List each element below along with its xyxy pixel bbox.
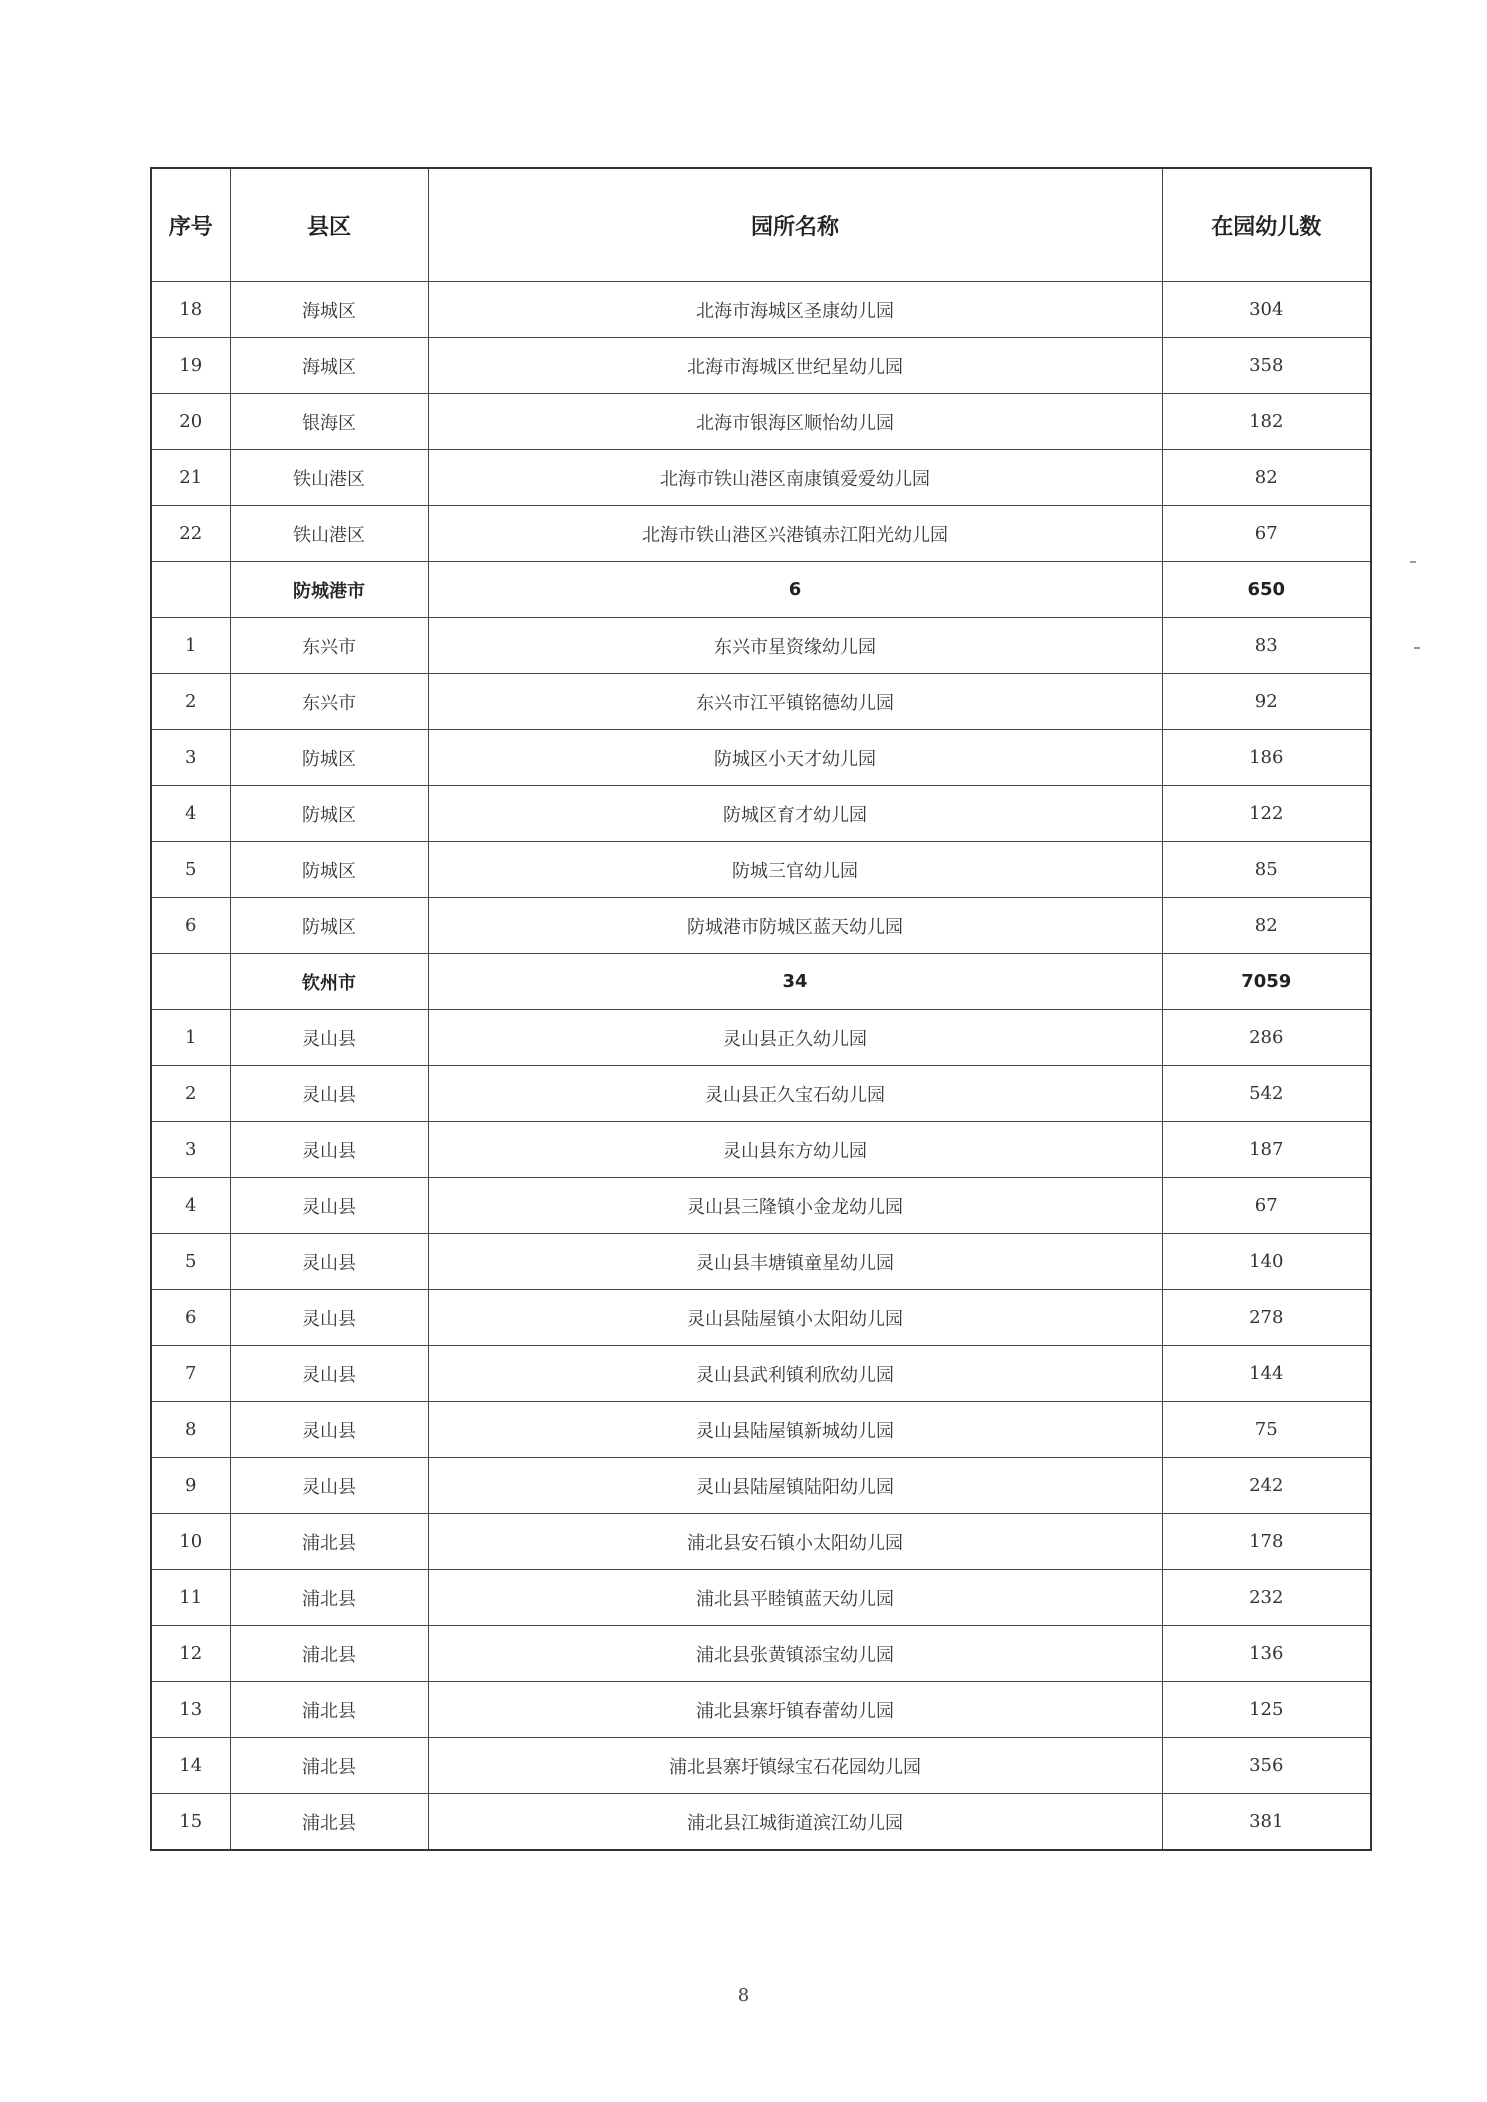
cell-count: 187 <box>1162 1122 1371 1178</box>
cell-index: 6 <box>151 898 230 954</box>
cell-name: 浦北县江城街道滨江幼儿园 <box>428 1794 1162 1851</box>
cell-index: 7 <box>151 1346 230 1402</box>
cell-count: 186 <box>1162 730 1371 786</box>
cell-count: 83 <box>1162 618 1371 674</box>
cell-district: 防城区 <box>230 730 428 786</box>
table-row <box>151 1178 1371 1234</box>
table-row <box>151 1738 1371 1794</box>
cell-count: 82 <box>1162 450 1371 506</box>
cell-count: 92 <box>1162 674 1371 730</box>
table-body <box>151 282 1371 1851</box>
cell-name: 北海市银海区顺怡幼儿园 <box>428 394 1162 450</box>
cell-index: 2 <box>151 1066 230 1122</box>
cell-district: 浦北县 <box>230 1794 428 1851</box>
cell-district: 浦北县 <box>230 1626 428 1682</box>
page-number: 8 <box>737 1985 750 2006</box>
cell-index: 10 <box>151 1514 230 1570</box>
table-row <box>151 1010 1371 1066</box>
cell-index: 6 <box>151 1290 230 1346</box>
cell-index: 9 <box>151 1458 230 1514</box>
cell-index: 3 <box>151 1122 230 1178</box>
cell-district: 浦北县 <box>230 1738 428 1794</box>
cell-index: 13 <box>151 1682 230 1738</box>
table-row <box>151 1122 1371 1178</box>
cell-district: 灵山县 <box>230 1458 428 1514</box>
table-row <box>151 1346 1371 1402</box>
cell-count: 125 <box>1162 1682 1371 1738</box>
cell-count: 7059 <box>1162 954 1371 1010</box>
cell-name: 防城区小天才幼儿园 <box>428 730 1162 786</box>
cell-index: 4 <box>151 786 230 842</box>
cell-name: 灵山县陆屋镇新城幼儿园 <box>428 1402 1162 1458</box>
cell-index: 21 <box>151 450 230 506</box>
header-index: 序号 <box>151 168 230 282</box>
cell-index: 11 <box>151 1570 230 1626</box>
cell-count: 356 <box>1162 1738 1371 1794</box>
kindergarten-table <box>150 167 1372 1851</box>
cell-name: 北海市铁山港区南康镇爱爱幼儿园 <box>428 450 1162 506</box>
cell-name: 浦北县张黄镇添宝幼儿园 <box>428 1626 1162 1682</box>
cell-index: 3 <box>151 730 230 786</box>
cell-index <box>151 954 230 1010</box>
cell-count: 67 <box>1162 1178 1371 1234</box>
cell-index: 5 <box>151 842 230 898</box>
cell-district: 灵山县 <box>230 1402 428 1458</box>
cell-name: 34 <box>428 954 1162 1010</box>
cell-district: 灵山县 <box>230 1234 428 1290</box>
cell-count: 650 <box>1162 562 1371 618</box>
table-row <box>151 1682 1371 1738</box>
cell-name: 灵山县武利镇利欣幼儿园 <box>428 1346 1162 1402</box>
cell-count: 136 <box>1162 1626 1371 1682</box>
cell-name: 防城区育才幼儿园 <box>428 786 1162 842</box>
table-row <box>151 282 1371 338</box>
scan-speck <box>1414 647 1420 649</box>
cell-district: 铁山港区 <box>230 506 428 562</box>
cell-count: 75 <box>1162 1402 1371 1458</box>
cell-index: 19 <box>151 338 230 394</box>
table-row <box>151 842 1371 898</box>
cell-index: 4 <box>151 1178 230 1234</box>
table-row <box>151 786 1371 842</box>
cell-index: 18 <box>151 282 230 338</box>
cell-name: 浦北县寨圩镇绿宝石花园幼儿园 <box>428 1738 1162 1794</box>
cell-name: 灵山县三隆镇小金龙幼儿园 <box>428 1178 1162 1234</box>
table-row <box>151 898 1371 954</box>
cell-name: 灵山县正久宝石幼儿园 <box>428 1066 1162 1122</box>
cell-index: 5 <box>151 1234 230 1290</box>
cell-district: 浦北县 <box>230 1682 428 1738</box>
table-header-row <box>151 168 1371 282</box>
scan-speck <box>1410 561 1416 563</box>
cell-district: 东兴市 <box>230 618 428 674</box>
table-row <box>151 1458 1371 1514</box>
cell-district: 灵山县 <box>230 1178 428 1234</box>
cell-count: 358 <box>1162 338 1371 394</box>
cell-district: 钦州市 <box>230 954 428 1010</box>
table-row <box>151 506 1371 562</box>
cell-index: 12 <box>151 1626 230 1682</box>
table-row <box>151 394 1371 450</box>
cell-name: 东兴市星资缘幼儿园 <box>428 618 1162 674</box>
cell-name: 灵山县陆屋镇小太阳幼儿园 <box>428 1290 1162 1346</box>
cell-name: 灵山县正久幼儿园 <box>428 1010 1162 1066</box>
cell-index: 2 <box>151 674 230 730</box>
cell-name: 东兴市江平镇铭德幼儿园 <box>428 674 1162 730</box>
cell-name: 北海市海城区世纪星幼儿园 <box>428 338 1162 394</box>
cell-district: 防城港市 <box>230 562 428 618</box>
header-count: 在园幼儿数 <box>1162 168 1371 282</box>
table-row <box>151 1290 1371 1346</box>
table-row <box>151 1066 1371 1122</box>
cell-district: 浦北县 <box>230 1514 428 1570</box>
cell-index: 20 <box>151 394 230 450</box>
cell-count: 381 <box>1162 1794 1371 1851</box>
cell-name: 灵山县陆屋镇陆阳幼儿园 <box>428 1458 1162 1514</box>
subtotal-row <box>151 954 1371 1010</box>
table-row <box>151 1402 1371 1458</box>
cell-index: 1 <box>151 618 230 674</box>
cell-count: 542 <box>1162 1066 1371 1122</box>
cell-name: 浦北县安石镇小太阳幼儿园 <box>428 1514 1162 1570</box>
table-row <box>151 1626 1371 1682</box>
cell-count: 178 <box>1162 1514 1371 1570</box>
cell-count: 122 <box>1162 786 1371 842</box>
table-row <box>151 1234 1371 1290</box>
cell-index <box>151 562 230 618</box>
cell-district: 东兴市 <box>230 674 428 730</box>
cell-index: 14 <box>151 1738 230 1794</box>
cell-district: 铁山港区 <box>230 450 428 506</box>
cell-name: 浦北县寨圩镇春蕾幼儿园 <box>428 1682 1162 1738</box>
cell-name: 浦北县平睦镇蓝天幼儿园 <box>428 1570 1162 1626</box>
header-district: 县区 <box>230 168 428 282</box>
cell-district: 防城区 <box>230 898 428 954</box>
cell-district: 灵山县 <box>230 1066 428 1122</box>
table-row <box>151 618 1371 674</box>
cell-index: 1 <box>151 1010 230 1066</box>
cell-name: 北海市海城区圣康幼儿园 <box>428 282 1162 338</box>
subtotal-row <box>151 562 1371 618</box>
cell-district: 银海区 <box>230 394 428 450</box>
cell-name: 防城三官幼儿园 <box>428 842 1162 898</box>
cell-index: 22 <box>151 506 230 562</box>
cell-district: 灵山县 <box>230 1346 428 1402</box>
cell-count: 304 <box>1162 282 1371 338</box>
cell-count: 144 <box>1162 1346 1371 1402</box>
table-row <box>151 730 1371 786</box>
table-row <box>151 450 1371 506</box>
table-row <box>151 1570 1371 1626</box>
cell-count: 85 <box>1162 842 1371 898</box>
table-row <box>151 1794 1371 1851</box>
cell-count: 278 <box>1162 1290 1371 1346</box>
cell-name: 灵山县丰塘镇童星幼儿园 <box>428 1234 1162 1290</box>
cell-count: 140 <box>1162 1234 1371 1290</box>
cell-count: 67 <box>1162 506 1371 562</box>
cell-district: 灵山县 <box>230 1290 428 1346</box>
header-name: 园所名称 <box>428 168 1162 282</box>
cell-district: 灵山县 <box>230 1122 428 1178</box>
cell-count: 232 <box>1162 1570 1371 1626</box>
cell-district: 防城区 <box>230 786 428 842</box>
cell-district: 海城区 <box>230 282 428 338</box>
cell-district: 防城区 <box>230 842 428 898</box>
cell-count: 182 <box>1162 394 1371 450</box>
cell-count: 82 <box>1162 898 1371 954</box>
table-row <box>151 338 1371 394</box>
table-row <box>151 674 1371 730</box>
cell-count: 242 <box>1162 1458 1371 1514</box>
cell-name: 灵山县东方幼儿园 <box>428 1122 1162 1178</box>
cell-district: 浦北县 <box>230 1570 428 1626</box>
table-row <box>151 1514 1371 1570</box>
cell-index: 8 <box>151 1402 230 1458</box>
cell-district: 灵山县 <box>230 1010 428 1066</box>
cell-name: 6 <box>428 562 1162 618</box>
cell-district: 海城区 <box>230 338 428 394</box>
cell-name: 北海市铁山港区兴港镇赤江阳光幼儿园 <box>428 506 1162 562</box>
cell-index: 15 <box>151 1794 230 1851</box>
cell-count: 286 <box>1162 1010 1371 1066</box>
cell-name: 防城港市防城区蓝天幼儿园 <box>428 898 1162 954</box>
